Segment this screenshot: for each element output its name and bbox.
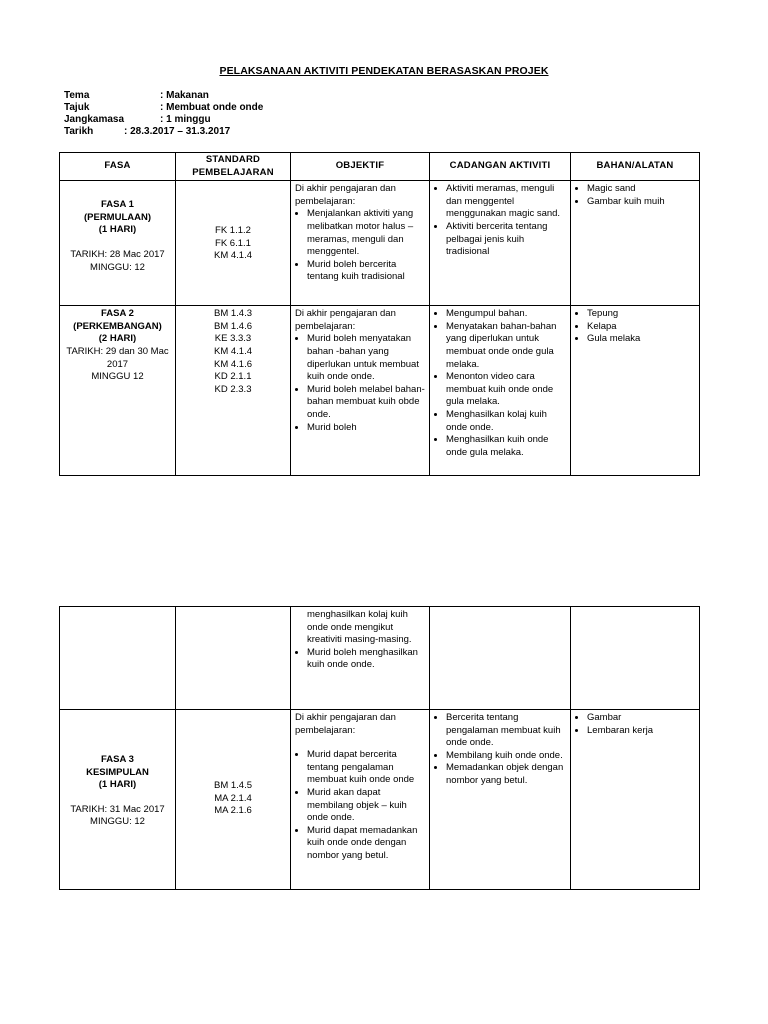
- fasa2-activities: [430, 306, 571, 476]
- objective-item: • Murid boleh melabel bahan-bahan membuat kuih obde onde.: [307, 384, 425, 422]
- meta-jangkamasa-value: : 1 minggu: [160, 114, 211, 125]
- fasa3-days: (1 HARI): [98, 779, 137, 791]
- objective-intro: Di akhir pengajaran dan pembelajaran:: [295, 308, 396, 332]
- activity-table-continued: [59, 606, 700, 890]
- fasa1-name: FASA 1: [101, 199, 134, 211]
- header-cadangan: CADANGAN AKTIVITI: [430, 153, 571, 181]
- standard-item: KD 2.3.3: [214, 383, 252, 395]
- fasa3-date: TARIKH: 31 Mac 2017: [70, 803, 165, 815]
- table-row-fasa2-cont: [60, 607, 700, 710]
- fasa2-materials: [571, 306, 700, 476]
- standard-item: KM 4.1.6: [213, 358, 253, 370]
- activity-item: • Bercerita tentang pengalaman membuat kuih onde onde.: [446, 712, 566, 750]
- fasa1-sub: (PERMULAAN): [83, 211, 152, 223]
- fasa1-materials: [571, 181, 700, 306]
- fasa2-cont-cell: [60, 607, 176, 710]
- material-item: • Gula melaka: [587, 333, 695, 346]
- material-item: • Gambar kuih muih: [587, 196, 695, 209]
- material-item: • Magic sand: [587, 183, 695, 196]
- fasa3-cell: [60, 710, 176, 890]
- fasa1-cell: [60, 181, 176, 306]
- standard-item: BM 1.4.3: [213, 308, 253, 320]
- objective-item: • Murid boleh bercerita tentang kuih tradisional: [307, 259, 425, 284]
- table-row-fasa2: [60, 306, 700, 476]
- fasa2-week: MINGGU 12: [91, 371, 144, 383]
- objective-intro: Di akhir pengajaran dan pembelajaran:: [295, 712, 396, 736]
- fasa1-activities: [430, 181, 571, 306]
- fasa1-standards: [176, 181, 291, 306]
- fasa3-activities: [430, 710, 571, 890]
- fasa2-days: (2 HARI): [98, 333, 137, 345]
- standard-item: KD 2.1.1: [214, 371, 252, 383]
- material-item: • Kelapa: [587, 321, 695, 334]
- material-item: • Gambar: [587, 712, 695, 725]
- table-row-fasa1: [60, 181, 700, 306]
- fasa2-objectives: [291, 306, 430, 476]
- standard-item: KM 4.1.4: [213, 250, 253, 262]
- activity-item: • Menghasilkan kolaj kuih onde onde.: [446, 409, 566, 434]
- fasa1-week: MINGGU: 12: [90, 261, 145, 273]
- material-item: • Tepung: [587, 308, 695, 321]
- objective-intro: Di akhir pengajaran dan pembelajaran:: [295, 183, 396, 207]
- objective-continued: menghasilkan kolaj kuih onde onde mengikut kreativiti masing-masing.: [307, 609, 412, 646]
- activity-item: • Membilang kuih onde onde.: [446, 750, 566, 763]
- activity-item: • Menyatakan bahan-bahan yang diperlukan untuk membuat onde onde gula melaka.: [446, 321, 566, 371]
- meta-tema-value: : Makanan: [160, 90, 209, 101]
- standard-item: FK 6.1.1: [215, 237, 251, 249]
- activity-item: • Aktiviti meramas, menguli dan menggentel menggunakan magic sand.: [446, 183, 566, 221]
- header-objektif: OBJEKTIF: [291, 153, 430, 181]
- meta-tarikh-value: : 28.3.2017 – 31.3.2017: [124, 126, 231, 137]
- standard-item: BM 1.4.6: [213, 320, 253, 332]
- activity-item: • Menghasilkan kuih onde onde gula melaka.: [446, 434, 566, 459]
- meta-tajuk-value: : Membuat onde onde: [160, 102, 264, 113]
- fasa2-cell: [60, 306, 176, 476]
- standard-item: KE 3.3.3: [214, 333, 252, 345]
- fasa2-cont-standards: [176, 607, 291, 710]
- fasa3-sub: KESIMPULAN: [86, 766, 149, 778]
- activity-table: [59, 152, 700, 476]
- objective-item: • Menjalankan aktiviti yang melibatkan motor halus – meramas, menguli dan menggentel.: [307, 208, 425, 258]
- fasa1-date: TARIKH: 28 Mac 2017: [70, 248, 165, 260]
- meta-jangkamasa-label: Jangkamasa: [64, 114, 125, 125]
- standard-item: FK 1.1.2: [215, 225, 251, 237]
- table-row-fasa3: [60, 710, 700, 890]
- fasa3-objectives: [291, 710, 430, 890]
- objective-item: • Murid akan dapat membilang objek – kuih onde onde.: [307, 787, 425, 825]
- objective-item: • Murid boleh: [307, 422, 425, 435]
- page-title: PELAKSANAAN AKTIVITI PENDEKATAN BERASASKAN PROJEK: [219, 65, 549, 77]
- standard-item: MA 2.1.6: [214, 805, 252, 817]
- header-standard: STANDARD PEMBELAJARAN: [176, 153, 291, 181]
- fasa2-cont-materials: [571, 607, 700, 710]
- objective-item: • Murid dapat bercerita tentang pengalaman membuat kuih onde onde: [307, 749, 425, 787]
- table-header-row: [60, 153, 700, 181]
- fasa3-name: FASA 3: [101, 754, 134, 765]
- header-fasa: FASA: [60, 153, 176, 181]
- meta-tema-label: Tema: [64, 90, 90, 101]
- standard-item: BM 1.4.5: [213, 780, 253, 791]
- meta-block: [64, 90, 484, 142]
- activity-item: • Memadankan objek dengan nombor yang betul.: [446, 762, 566, 787]
- fasa2-date: TARIKH: 29 dan 30 Mac 2017: [66, 345, 169, 370]
- standard-item: MA 2.1.4: [214, 792, 252, 804]
- activity-item: • Aktiviti bercerita tentang pelbagai jenis kuih tradisional: [446, 221, 566, 259]
- material-item: • Lembaran kerja: [587, 725, 695, 738]
- activity-item: • Menonton video cara membuat kuih onde onde gula melaka.: [446, 371, 566, 409]
- fasa3-materials: [571, 710, 700, 890]
- header-bahan: BAHAN/ALATAN: [571, 153, 700, 181]
- fasa3-standards: [176, 710, 291, 890]
- objective-item: • Murid dapat memadankan kuih onde onde dengan nombor yang betul.: [307, 825, 425, 863]
- meta-tarikh-label: Tarikh: [64, 126, 94, 137]
- fasa2-name: FASA 2: [101, 308, 134, 320]
- fasa2-sub: (PERKEMBANGAN): [73, 320, 162, 332]
- fasa2-cont-objectives: [291, 607, 430, 710]
- fasa3-week: MINGGU: 12: [90, 816, 145, 828]
- fasa1-objectives: [291, 181, 430, 306]
- meta-tajuk-label: Tajuk: [64, 102, 90, 113]
- objective-item: • Murid boleh menyatakan bahan -bahan yang diperlukan untuk membuat kuih onde onde.: [307, 333, 425, 383]
- objective-item: • Murid boleh menghasilkan kuih onde onde.: [307, 647, 425, 672]
- activity-item: • Mengumpul bahan.: [446, 308, 566, 321]
- fasa2-standards: [176, 306, 291, 476]
- fasa1-days: (1 HARI): [98, 224, 137, 236]
- standard-item: KM 4.1.4: [213, 345, 253, 357]
- fasa2-cont-activities: [430, 607, 571, 710]
